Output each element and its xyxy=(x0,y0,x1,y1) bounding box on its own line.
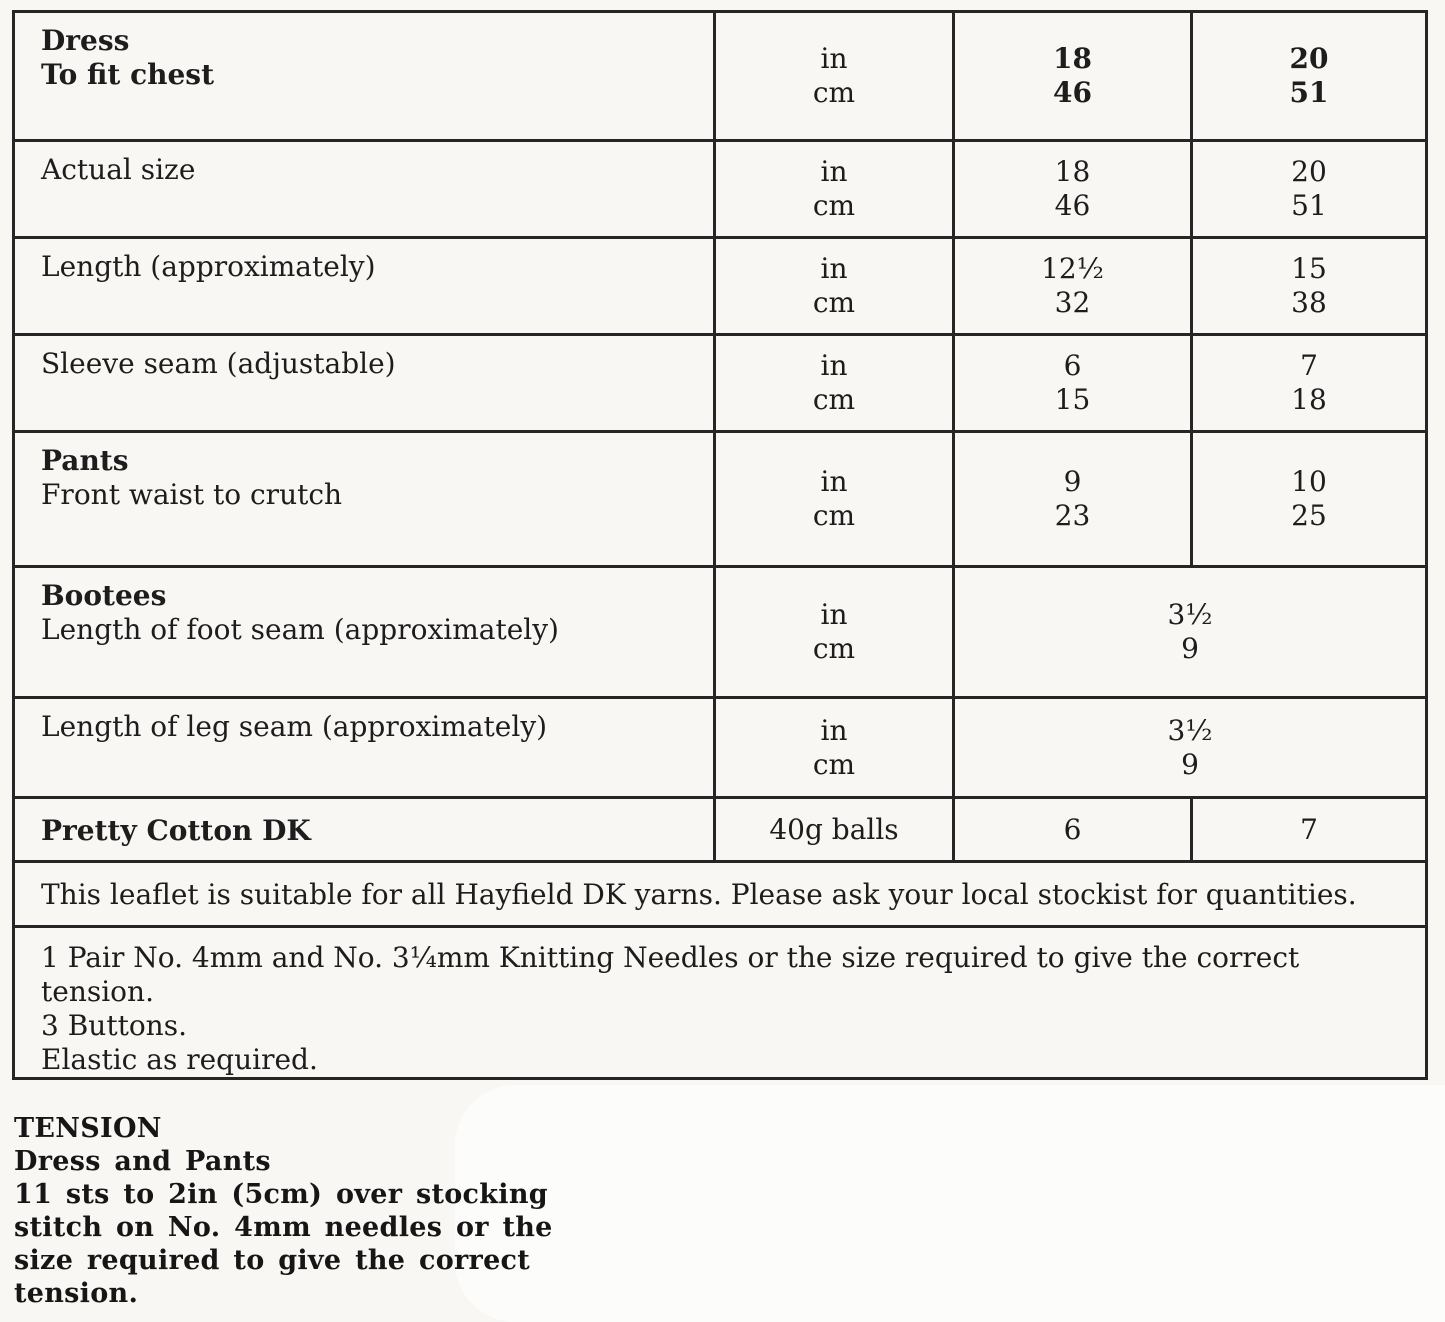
value-cell-size2 xyxy=(1192,335,1427,432)
table-row xyxy=(14,927,1427,1079)
section-title-pants: Pants xyxy=(41,444,129,477)
value-cm: 18 xyxy=(1291,383,1327,416)
scan-shading xyxy=(455,1085,1445,1322)
value-in: 9 xyxy=(1063,465,1082,498)
value-cm: 46 xyxy=(1053,76,1092,109)
unit-cm: cm xyxy=(812,189,856,222)
row-label-actual-size: Actual size xyxy=(41,153,196,186)
value-cm: 46 xyxy=(1054,189,1091,222)
unit-in: in xyxy=(820,252,848,285)
row-actual-size-label-cell xyxy=(14,141,715,238)
row-label-front-waist: Front waist to crutch xyxy=(41,478,343,511)
table-row xyxy=(14,432,1427,567)
section-title-dress: Dress xyxy=(41,24,130,57)
table-row xyxy=(14,862,1427,927)
row-label-pretty-cotton-dk: Pretty Cotton DK xyxy=(41,813,311,847)
section-title-bootees: Bootees xyxy=(41,579,167,612)
row-bootees-label-cell xyxy=(14,567,715,698)
value-in: 10 xyxy=(1291,465,1327,498)
tension-subheading: Dress and Pants xyxy=(14,1146,271,1177)
value-cell-size2 xyxy=(1192,12,1427,141)
value-cm: 51 xyxy=(1291,189,1327,222)
size-table xyxy=(12,10,1428,1080)
tension-section xyxy=(14,1112,553,1310)
value-cell-size1 xyxy=(954,12,1192,141)
value-cell-size1 xyxy=(954,432,1192,567)
unit-cell xyxy=(715,141,954,238)
unit-in: in xyxy=(820,465,848,498)
row-label-sleeve-seam: Sleeve seam (adjustable) xyxy=(41,347,396,380)
unit-cell xyxy=(715,798,954,862)
row-length-label-cell xyxy=(14,238,715,335)
value-in: 7 xyxy=(1300,349,1318,382)
row-dress-label-cell xyxy=(14,12,715,141)
unit-cell xyxy=(715,432,954,567)
row-sleeve-seam-label-cell xyxy=(14,335,715,432)
unit-cell xyxy=(715,335,954,432)
unit-cell xyxy=(715,567,954,698)
note-suitability-text: This leaflet is suitable for all Hayfield DK yarns. Please ask your local stockist for quantities. xyxy=(41,878,1357,911)
value-cm: 9 xyxy=(1181,747,1199,781)
value-cell-size2 xyxy=(1192,238,1427,335)
note-elastic-text: Elastic as required. xyxy=(41,1043,318,1076)
table-row xyxy=(14,141,1427,238)
tension-line: tension. xyxy=(14,1278,139,1309)
value-in: 12½ xyxy=(1041,252,1104,285)
value-in: 3½ xyxy=(1167,713,1213,747)
table-row xyxy=(14,12,1427,141)
unit-cm: cm xyxy=(812,286,856,319)
value-cell-both-sizes xyxy=(954,567,1427,698)
value-in: 15 xyxy=(1291,252,1327,285)
note-suitability xyxy=(14,862,1427,927)
row-pants-label-cell xyxy=(14,432,715,567)
tension-line: 11 sts to 2in (5cm) over stocking xyxy=(14,1179,548,1210)
row-label-leg-seam: Length of leg seam (approximately) xyxy=(41,710,548,743)
unit-cm: cm xyxy=(812,383,856,416)
unit-cm: cm xyxy=(812,747,856,781)
value-cell-size2 xyxy=(1192,141,1427,238)
value-cm: 15 xyxy=(1054,383,1091,416)
tension-line: size required to give the correct xyxy=(14,1245,531,1276)
note-requirements xyxy=(14,927,1427,1079)
table-row xyxy=(14,698,1427,798)
table-row xyxy=(14,335,1427,432)
value-cm: 23 xyxy=(1054,499,1091,532)
unit-cell xyxy=(715,238,954,335)
value-cm: 32 xyxy=(1054,286,1091,319)
unit-cm: cm xyxy=(812,76,856,109)
row-label-foot-seam: Length of foot seam (approximately) xyxy=(41,613,559,646)
unit-cm: cm xyxy=(812,499,856,532)
value-cm: 25 xyxy=(1291,499,1327,532)
unit-in: in xyxy=(820,713,848,747)
unit-cell xyxy=(715,12,954,141)
value-in: 3½ xyxy=(1167,598,1213,631)
value-cell-size1 xyxy=(954,335,1192,432)
unit-in: in xyxy=(820,349,848,382)
value-cm: 9 xyxy=(1181,632,1199,665)
unit-in: in xyxy=(820,42,848,75)
value-in: 18 xyxy=(1053,42,1092,75)
table-row xyxy=(14,567,1427,698)
value-cm: 51 xyxy=(1289,76,1329,109)
unit-in: in xyxy=(820,155,848,188)
value-cell-size1 xyxy=(954,238,1192,335)
row-label-to-fit-chest: To fit chest xyxy=(41,58,215,91)
value-balls: 6 xyxy=(1063,812,1082,846)
unit-cell xyxy=(715,698,954,798)
table-row xyxy=(14,798,1427,862)
row-leg-seam-label-cell xyxy=(14,698,715,798)
value-cell-size2 xyxy=(1192,798,1427,862)
row-label-length: Length (approximately) xyxy=(41,250,376,283)
value-cell-size1 xyxy=(954,141,1192,238)
value-cell-size2 xyxy=(1192,432,1427,567)
value-in: 20 xyxy=(1291,155,1327,188)
note-buttons-text: 3 Buttons. xyxy=(41,1009,187,1042)
table-row xyxy=(14,238,1427,335)
value-balls: 7 xyxy=(1300,812,1318,846)
unit-in: in xyxy=(820,598,848,631)
tension-line: stitch on No. 4mm needles or the xyxy=(14,1212,553,1243)
value-in: 18 xyxy=(1054,155,1091,188)
unit-40g-balls: 40g balls xyxy=(769,812,899,846)
value-in: 20 xyxy=(1289,42,1329,75)
value-cm: 38 xyxy=(1291,286,1327,319)
value-cell-size1 xyxy=(954,798,1192,862)
value-cell-both-sizes xyxy=(954,698,1427,798)
note-needles-text: 1 Pair No. 4mm and No. 3¼mm Knitting Needles or the size required to give the correct tension. xyxy=(41,941,1300,1008)
value-in: 6 xyxy=(1063,349,1082,382)
unit-cm: cm xyxy=(812,632,856,665)
row-yarn-label-cell xyxy=(14,798,715,862)
tension-heading: TENSION xyxy=(14,1113,162,1144)
